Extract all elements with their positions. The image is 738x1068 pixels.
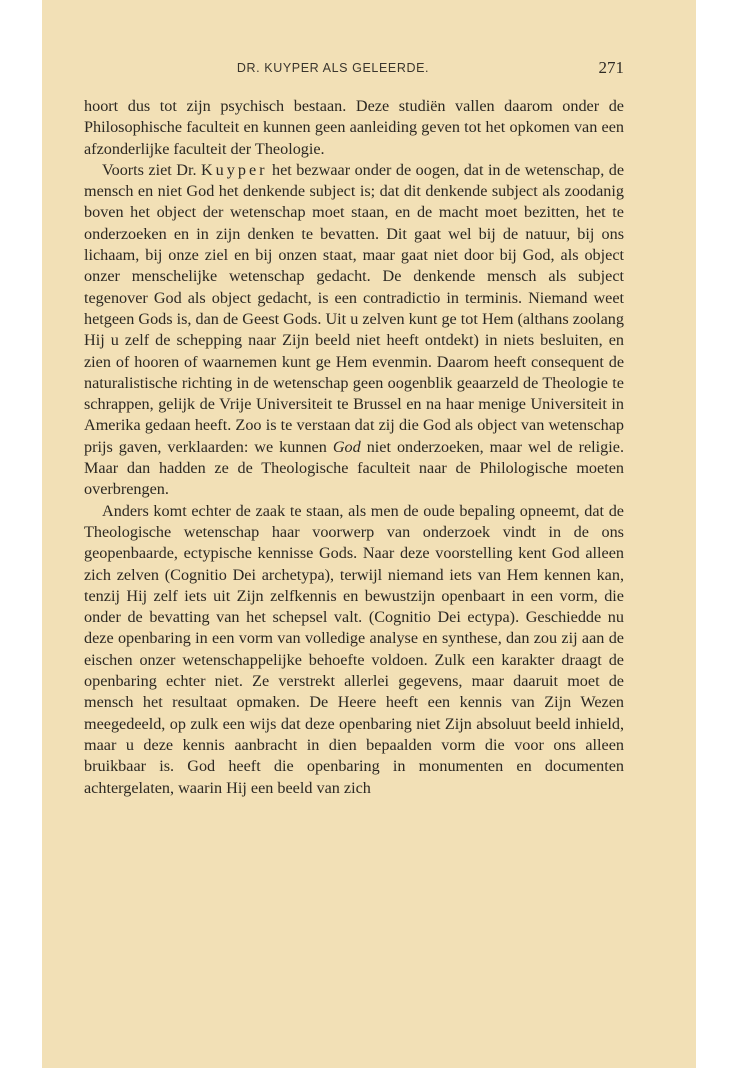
running-head [42, 58, 624, 78]
paragraph-1 [84, 96, 624, 160]
kuyper-spaced-name: Kuyper [200, 160, 268, 179]
paragraph-2-text-b: het bezwaar onder de oogen, dat in de wetenschap, de mensch en niet God het denkende subject is; dat dit denkende subject als zoodanig boven het object der wetenschap moet staan, en de macht moet bezitten, het te onderzoeken en in zijn denken te bevatten. Dit gaat wel bij de natuur, bij ons lichaam, bij onze ziel en bij onzen staat, maar gaat niet door bij God, als object onzer menschelijke wetenschap gedacht. De denkende mensch als subject tegenover God als object gedacht, is een contradictio in terminis. Niemand weet hetgeen Gods is, dan de Geest Gods. Uit u zelven kunt ge tot Hem (althans zoolang Hij u zelf de schepping naar Zijn beeld niet heeft ontdekt) in niets besluiten, en zien of hooren of waarnemen kunt ge Hem evenmin. Daarom heeft consequent de naturalistische richting in de wetenschap geen oogenblik geaarzeld de Theologie te schrappen, gelijk de Vrije Universiteit te Brussel en na haar menige Universiteit in Amerika gedaan heeft. Zoo is te verstaan dat zij die God als object van wetenschap prijs gaven, verklaarden: we kunnen [84, 160, 625, 456]
god-italic: God [332, 437, 361, 456]
paragraph-2-text-a: Voorts ziet Dr. [102, 160, 197, 179]
paragraph-1-text: hoort dus tot zijn psychisch bestaan. Deze studiën vallen daarom onder de Philosophische faculteit en kunnen geen aanleiding geven tot het opkomen van een afzonderlijke faculteit der Theologie. [84, 97, 624, 158]
page-number: 271 [598, 58, 624, 77]
running-head-title: DR. KUYPER ALS GELEERDE. [236, 61, 430, 75]
paragraph-2-text-c: niet onderzoeken, maar wel de religie. Maar dan hadden ze de Theologische faculteit naar de Philologische moeten overbrengen. [84, 437, 624, 499]
paragraph-3-text: Anders komt echter de zaak te staan, als men de oude bepaling opneemt, dat de Theologische wetenschap haar voorwerp van onderzoek vindt in de ons geopenbaarde, ectypische kennisse Gods. Naar deze voorstelling kent God alleen zich zelven (Cognitio Dei archetypa), terwijl niemand iets van Hem kennen kan, tenzij Hij zelf iets uit Zijn zelfkennis en bewustzijn openbaart in een vorm, die onder de bevatting van het schepsel valt. (Cognitio Dei ectypa). Geschiedde nu deze openbaring in een vorm van volledige analyse en synthese, dan zou zij aan de eischen onzer wetenschappelijke behoefte voldoen. Zulk een karakter draagt de openbaring echter niet. Ze verstrekt allerlei gegevens, maar daaruit moet de mensch het resultaat opmaken. De Heere heeft een kennis van Zijn Wezen meegedeeld, op zulk een wijs dat deze openbaring niet Zijn absoluut beeld inhield, maar u deze kennis aanbracht in dien bepaalden vorm die voor ons alleen bruikbaar is. God heeft die openbaring in monumenten en documenten achtergelaten, waarin Hij een beeld van zich [84, 501, 624, 797]
body-text [84, 96, 624, 799]
paragraph-2 [84, 160, 624, 501]
paragraph-3 [84, 501, 624, 799]
